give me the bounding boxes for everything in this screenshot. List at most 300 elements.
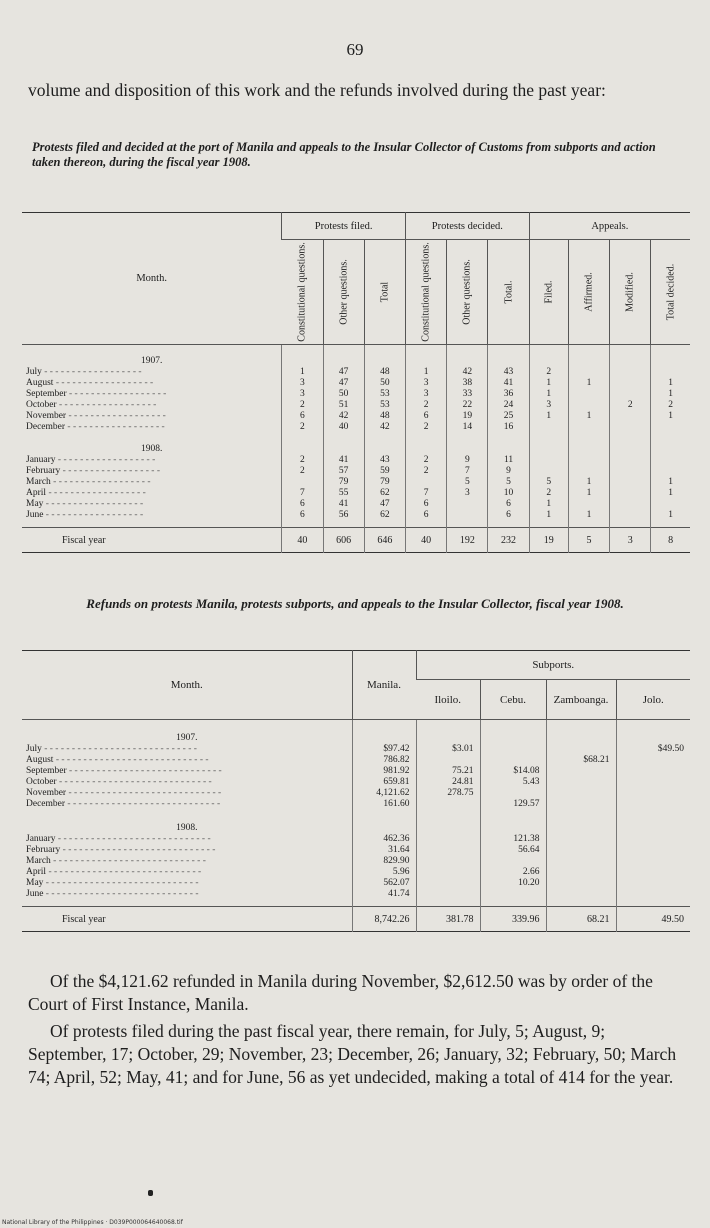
leader-dots: - - - - - - - - - - - - - - - - - - - - - - - - - - - - — [62, 845, 216, 855]
table-cell: 3 — [405, 389, 446, 400]
leader-dots: - - - - - - - - - - - - - - - - - - — [68, 411, 166, 421]
table-cell — [416, 755, 480, 766]
table-cell — [447, 510, 488, 521]
table-row — [22, 378, 690, 389]
total-cell: 192 — [447, 528, 488, 553]
leader-dots: - - - - - - - - - - - - - - - - - - — [55, 378, 154, 388]
table-cell: 1 — [529, 510, 568, 521]
leader-dots: - - - - - - - - - - - - - - - - - - — [48, 488, 146, 498]
month-label: April - - - - - - - - - - - - - - - - - - - - - - - - - - - - — [26, 867, 202, 877]
table-cell: 659.81 — [352, 777, 416, 788]
table-cell — [447, 433, 488, 455]
table-cell: 42 — [447, 367, 488, 378]
table-cell: 43 — [364, 455, 405, 466]
leader-dots: - - - - - - - - - - - - - - - - - - - - - - - - - - - - — [45, 889, 199, 899]
table-cell: 79 — [364, 477, 405, 488]
table-cell: 3 — [447, 488, 488, 499]
table-cell: 41 — [323, 499, 364, 510]
table-cell: 10.20 — [480, 878, 546, 889]
table-cell — [568, 422, 609, 433]
leader-dots: - - - - - - - - - - - - - - - - - - - - - - - - - - - - — [57, 834, 211, 844]
leader-dots: - - - - - - - - - - - - - - - - - - — [57, 455, 156, 465]
leader-dots: - - - - - - - - - - - - - - - - - - - - - - - - - - - - — [48, 867, 202, 877]
table-cell: 79 — [323, 477, 364, 488]
table-cell — [546, 856, 616, 867]
refunds-table — [22, 650, 690, 932]
table-cell: $49.50 — [616, 744, 690, 755]
table-row — [22, 867, 690, 878]
table-cell: 6 — [282, 411, 323, 422]
month-label: December - - - - - - - - - - - - - - - - - - - - - - - - - - - - — [26, 799, 221, 809]
table-cell — [416, 810, 480, 834]
table-cell — [616, 889, 690, 900]
year-label: 1907. — [176, 733, 198, 743]
column-header-label: Total — [379, 281, 391, 303]
table-cell — [568, 466, 609, 477]
table-cell: 3 — [529, 400, 568, 411]
table-row — [22, 477, 690, 488]
table-cell: 3 — [282, 389, 323, 400]
total-cell: 5 — [568, 528, 609, 553]
month-label: October - - - - - - - - - - - - - - - - - - - - - - - - - - - - — [26, 777, 212, 787]
table-cell — [616, 766, 690, 777]
table-cell — [651, 422, 690, 433]
table-row — [22, 466, 690, 477]
table-cell — [610, 378, 651, 389]
table-cell — [546, 799, 616, 810]
leader-dots: - - - - - - - - - - - - - - - - - - - - - - - - - - - - — [58, 777, 212, 787]
table-cell — [488, 345, 529, 368]
table-cell — [480, 720, 546, 745]
table-cell — [480, 856, 546, 867]
month-label: March - - - - - - - - - - - - - - - - - - - - - - - - - - - - — [26, 856, 206, 866]
month-label: July - - - - - - - - - - - - - - - - - - - - - - - - - - - - — [26, 744, 197, 754]
table-cell — [529, 466, 568, 477]
subport-header: Iloilo. — [416, 680, 480, 720]
table-cell — [568, 499, 609, 510]
table-cell — [616, 878, 690, 889]
table-cell — [568, 400, 609, 411]
table-cell — [480, 755, 546, 766]
table-cell — [610, 477, 651, 488]
table-cell: 42 — [323, 411, 364, 422]
total-cell: 40 — [282, 528, 323, 553]
table-cell: 9 — [447, 455, 488, 466]
table-cell — [352, 720, 416, 745]
leader-dots: - - - - - - - - - - - - - - - - - - — [67, 422, 165, 432]
table-cell — [610, 422, 651, 433]
table-cell: 24 — [488, 400, 529, 411]
table-cell — [546, 810, 616, 834]
table-cell: 24.81 — [416, 777, 480, 788]
manila-header: Manila. — [352, 651, 416, 720]
table-cell — [546, 845, 616, 856]
total-cell: 606 — [323, 528, 364, 553]
year-row — [22, 720, 690, 745]
table-row — [22, 455, 690, 466]
table-cell: 2 — [282, 400, 323, 411]
paragraph-refund-note: Of the $4,121.62 refunded in Manila during November, $2,612.50 was by order of the Court of First Instance, Manila. — [28, 971, 653, 1014]
table-cell — [546, 744, 616, 755]
table-cell — [546, 788, 616, 799]
month-label: May - - - - - - - - - - - - - - - - - - - - - - - - - - - - — [26, 878, 199, 888]
table-cell: 1 — [568, 488, 609, 499]
table-cell: 40 — [323, 422, 364, 433]
table-cell: 41 — [488, 378, 529, 389]
month-label: February - - - - - - - - - - - - - - - - - - — [26, 466, 160, 476]
year-row — [22, 810, 690, 834]
leader-dots: - - - - - - - - - - - - - - - - - - - - - - - - - - - - — [69, 766, 222, 776]
month-label: February - - - - - - - - - - - - - - - - - - - - - - - - - - - - — [26, 845, 216, 855]
table-cell — [529, 422, 568, 433]
table2-caption: Refunds on protests Manila, protests subports, and appeals to the Insular Collector, fiscal year 1908. — [86, 596, 624, 611]
leader-dots: - - - - - - - - - - - - - - - - - - — [62, 466, 160, 476]
table-cell: 53 — [364, 400, 405, 411]
table-cell: 161.60 — [352, 799, 416, 810]
table-row — [22, 755, 690, 766]
table-cell — [405, 345, 446, 368]
column-header-label: Total decided. — [665, 263, 677, 321]
table-cell — [546, 834, 616, 845]
column-header — [568, 240, 609, 345]
table-cell — [546, 777, 616, 788]
table-cell — [405, 433, 446, 455]
column-header — [488, 240, 529, 345]
table-cell — [568, 455, 609, 466]
column-header-label: Modified. — [624, 272, 636, 312]
table-cell — [323, 433, 364, 455]
table-cell: 1 — [651, 477, 690, 488]
table-cell — [610, 510, 651, 521]
table-cell: 41.74 — [352, 889, 416, 900]
group-protests-decided: Protests decided. — [405, 213, 529, 240]
table-cell: 6 — [282, 510, 323, 521]
column-header-label: Filed. — [543, 280, 555, 304]
table-cell — [568, 389, 609, 400]
table-cell: $3.01 — [416, 744, 480, 755]
table-cell: 2 — [405, 455, 446, 466]
table-cell: 2 — [282, 466, 323, 477]
table-cell — [282, 477, 323, 488]
table-cell: 6 — [488, 499, 529, 510]
table-cell: 1 — [529, 499, 568, 510]
total-cell: 49.50 — [616, 907, 690, 932]
column-header-label: Constitutional questions. — [296, 242, 308, 342]
month-label: November - - - - - - - - - - - - - - - - - - - - - - - - - - - - — [26, 788, 222, 798]
column-header-label: Affirmed. — [583, 272, 595, 312]
table-cell — [616, 845, 690, 856]
month-label: July - - - - - - - - - - - - - - - - - - — [26, 367, 142, 377]
month-header: Month. — [22, 213, 282, 345]
table-cell — [282, 433, 323, 455]
table-cell: 1 — [405, 367, 446, 378]
table-cell — [651, 499, 690, 510]
month-label: November - - - - - - - - - - - - - - - - - - — [26, 411, 166, 421]
table-cell: 129.57 — [480, 799, 546, 810]
table-cell — [616, 810, 690, 834]
total-label: Fiscal year — [22, 528, 282, 553]
table-cell: 33 — [447, 389, 488, 400]
table-cell — [352, 810, 416, 834]
table-cell: 1 — [568, 378, 609, 389]
table1-caption: Protests filed and decided at the port of Manila and appeals to the Insular Collector of Customs from subports and action taken thereon, during the fiscal year 1908. — [32, 140, 656, 169]
table-cell — [546, 878, 616, 889]
table-cell: 1 — [651, 488, 690, 499]
table-row — [22, 422, 690, 433]
ink-mark — [148, 1190, 153, 1196]
year-row — [22, 433, 690, 455]
table-cell — [480, 810, 546, 834]
month-label: June - - - - - - - - - - - - - - - - - - - - - - - - - - - - — [26, 889, 199, 899]
column-header — [405, 240, 446, 345]
table-row — [22, 845, 690, 856]
month-label: May - - - - - - - - - - - - - - - - - - — [26, 499, 144, 509]
table-cell — [416, 834, 480, 845]
table-cell: 2 — [405, 466, 446, 477]
table-cell — [616, 856, 690, 867]
table-cell: 48 — [364, 367, 405, 378]
table-row — [22, 878, 690, 889]
table-cell: 462.36 — [352, 834, 416, 845]
table-cell: $97.42 — [352, 744, 416, 755]
table-cell: 5 — [447, 477, 488, 488]
table-cell — [651, 455, 690, 466]
table-cell — [405, 477, 446, 488]
subports-header: Subports. — [416, 651, 690, 680]
table-cell — [364, 433, 405, 455]
total-row — [22, 528, 690, 553]
total-cell: 646 — [364, 528, 405, 553]
table-cell — [568, 345, 609, 368]
table-cell — [480, 744, 546, 755]
subport-header: Zamboanga. — [546, 680, 616, 720]
subport-header: Jolo. — [616, 680, 690, 720]
table-cell — [610, 488, 651, 499]
total-cell: 68.21 — [546, 907, 616, 932]
total-cell: 40 — [405, 528, 446, 553]
table-cell: 16 — [488, 422, 529, 433]
subport-header: Cebu. — [480, 680, 546, 720]
table-cell — [616, 867, 690, 878]
month-label: September - - - - - - - - - - - - - - - - - - - - - - - - - - - - — [26, 766, 222, 776]
table-cell — [651, 433, 690, 455]
table-cell — [610, 367, 651, 378]
leader-dots: - - - - - - - - - - - - - - - - - - — [45, 499, 144, 509]
total-cell: 8,742.26 — [352, 907, 416, 932]
total-cell: 8 — [651, 528, 690, 553]
table-cell — [616, 755, 690, 766]
table-cell: 6 — [282, 499, 323, 510]
table-cell — [416, 878, 480, 889]
leader-dots: - - - - - - - - - - - - - - - - - - — [69, 389, 167, 399]
table-cell: 2 — [651, 400, 690, 411]
table-cell: 2 — [405, 400, 446, 411]
table-cell: 53 — [364, 389, 405, 400]
table-cell — [416, 867, 480, 878]
leader-dots: - - - - - - - - - - - - - - - - - - - - - - - - - - - - — [44, 744, 197, 754]
leader-dots: - - - - - - - - - - - - - - - - - - - - - - - - - - - - — [45, 878, 199, 888]
table-cell: 47 — [364, 499, 405, 510]
table-cell: $68.21 — [546, 755, 616, 766]
table-row — [22, 389, 690, 400]
table-cell: 47 — [323, 367, 364, 378]
table-cell: 2 — [610, 400, 651, 411]
column-header — [364, 240, 405, 345]
table-cell: 1 — [529, 378, 568, 389]
table-cell — [447, 345, 488, 368]
table-cell — [546, 766, 616, 777]
column-header-label: Other questions. — [338, 259, 350, 325]
table-cell — [416, 799, 480, 810]
group-protests-filed: Protests filed. — [282, 213, 406, 240]
table-cell: 5 — [529, 477, 568, 488]
table-row — [22, 400, 690, 411]
total-cell: 232 — [488, 528, 529, 553]
table-cell: 4,121.62 — [352, 788, 416, 799]
table-cell: 36 — [488, 389, 529, 400]
table-cell: 48 — [364, 411, 405, 422]
table-cell: 55 — [323, 488, 364, 499]
footer-credit: National Library of the Philippines · D039P000064640068.tif — [2, 1219, 183, 1226]
month-label: June - - - - - - - - - - - - - - - - - - — [26, 510, 144, 520]
table-cell — [616, 834, 690, 845]
month-label: December - - - - - - - - - - - - - - - - - - — [26, 422, 165, 432]
table-row — [22, 411, 690, 422]
table-cell: 7 — [405, 488, 446, 499]
table-cell — [546, 720, 616, 745]
total-cell: 381.78 — [416, 907, 480, 932]
month-label: April - - - - - - - - - - - - - - - - - - — [26, 488, 146, 498]
table-cell — [616, 777, 690, 788]
table-cell — [447, 499, 488, 510]
table-cell: 2 — [529, 488, 568, 499]
table-cell: 62 — [364, 488, 405, 499]
paragraph-undecided-note: Of protests filed during the past fiscal year, there remain, for July, 5; August, 9; September, 17; October, 29; November, 23; December, 26; January, 32; February, 50; March 74; April, 52; May, 41; and for June, 56 as yet undecided, making a total of 414 for the year. — [28, 1021, 677, 1087]
table-cell — [616, 799, 690, 810]
leader-dots: - - - - - - - - - - - - - - - - - - — [58, 400, 157, 410]
table-cell: 1 — [529, 411, 568, 422]
intro-text: volume and disposition of this work and the refunds involved during the past year: — [28, 80, 606, 100]
table-row — [22, 766, 690, 777]
table-cell: 42 — [364, 422, 405, 433]
table-cell — [610, 389, 651, 400]
total-label: Fiscal year — [22, 907, 352, 932]
table-row — [22, 777, 690, 788]
protests-table — [22, 212, 690, 553]
table-cell: 11 — [488, 455, 529, 466]
column-header — [447, 240, 488, 345]
table-cell — [416, 845, 480, 856]
month-label: August - - - - - - - - - - - - - - - - - - - - - - - - - - - - — [26, 755, 209, 765]
table-cell: 562.07 — [352, 878, 416, 889]
leader-dots: - - - - - - - - - - - - - - - - - - - - - - - - - - - - — [67, 799, 221, 809]
table-cell — [480, 889, 546, 900]
table-cell: 6 — [405, 411, 446, 422]
year-label: 1908. — [140, 444, 163, 454]
table-cell — [416, 856, 480, 867]
table-cell — [651, 345, 690, 368]
table-cell: 50 — [323, 389, 364, 400]
table-cell — [488, 433, 529, 455]
table-cell — [616, 788, 690, 799]
table-cell: 278.75 — [416, 788, 480, 799]
table-row — [22, 856, 690, 867]
table-cell: 59 — [364, 466, 405, 477]
table-cell: 2 — [282, 422, 323, 433]
table-cell — [568, 367, 609, 378]
table-cell: 6 — [405, 510, 446, 521]
table-cell — [610, 345, 651, 368]
table-cell — [651, 367, 690, 378]
total-cell: 339.96 — [480, 907, 546, 932]
table-cell: 56 — [323, 510, 364, 521]
table-cell: 50 — [364, 378, 405, 389]
table-cell: 43 — [488, 367, 529, 378]
table-cell — [568, 433, 609, 455]
table-row — [22, 367, 690, 378]
table-row — [22, 799, 690, 810]
table-cell: 2 — [282, 455, 323, 466]
leader-dots: - - - - - - - - - - - - - - - - - - - - - - - - - - - - — [53, 856, 206, 866]
year-label: 1908. — [176, 823, 198, 833]
table-cell: 38 — [447, 378, 488, 389]
table-cell: 57 — [323, 466, 364, 477]
table-cell: 14 — [447, 422, 488, 433]
table-cell: 7 — [447, 466, 488, 477]
table-cell: 31.64 — [352, 845, 416, 856]
month-label: January - - - - - - - - - - - - - - - - - - — [26, 455, 156, 465]
table-cell — [546, 889, 616, 900]
table-cell: 7 — [282, 488, 323, 499]
year-row — [22, 345, 690, 368]
table-cell: 6 — [488, 510, 529, 521]
table-cell: 9 — [488, 466, 529, 477]
table-cell: 3 — [405, 378, 446, 389]
table-row — [22, 499, 690, 510]
table-cell: 56.64 — [480, 845, 546, 856]
month-label: October - - - - - - - - - - - - - - - - - - — [26, 400, 157, 410]
table-cell — [546, 867, 616, 878]
table-cell: 41 — [323, 455, 364, 466]
table-cell: 47 — [323, 378, 364, 389]
table-cell: 981.92 — [352, 766, 416, 777]
column-header — [610, 240, 651, 345]
table-cell — [364, 345, 405, 368]
year-label: 1907. — [140, 356, 163, 366]
column-header — [282, 240, 323, 345]
table-cell: 2 — [529, 367, 568, 378]
table-cell — [651, 466, 690, 477]
table-cell — [610, 455, 651, 466]
table-cell: 1 — [282, 367, 323, 378]
total-cell: 3 — [610, 528, 651, 553]
table-cell — [480, 788, 546, 799]
table-cell: 62 — [364, 510, 405, 521]
table-cell — [416, 889, 480, 900]
leader-dots: - - - - - - - - - - - - - - - - - - - - - - - - - - - - — [68, 788, 222, 798]
table-cell: 121.38 — [480, 834, 546, 845]
month-header: Month. — [22, 651, 352, 720]
table-cell: 5.96 — [352, 867, 416, 878]
table-cell: 19 — [447, 411, 488, 422]
total-cell: 19 — [529, 528, 568, 553]
table-row — [22, 488, 690, 499]
table-cell: 25 — [488, 411, 529, 422]
table-cell: 1 — [568, 411, 609, 422]
table-cell — [529, 455, 568, 466]
table-cell: $14.08 — [480, 766, 546, 777]
table-cell: 829.90 — [352, 856, 416, 867]
